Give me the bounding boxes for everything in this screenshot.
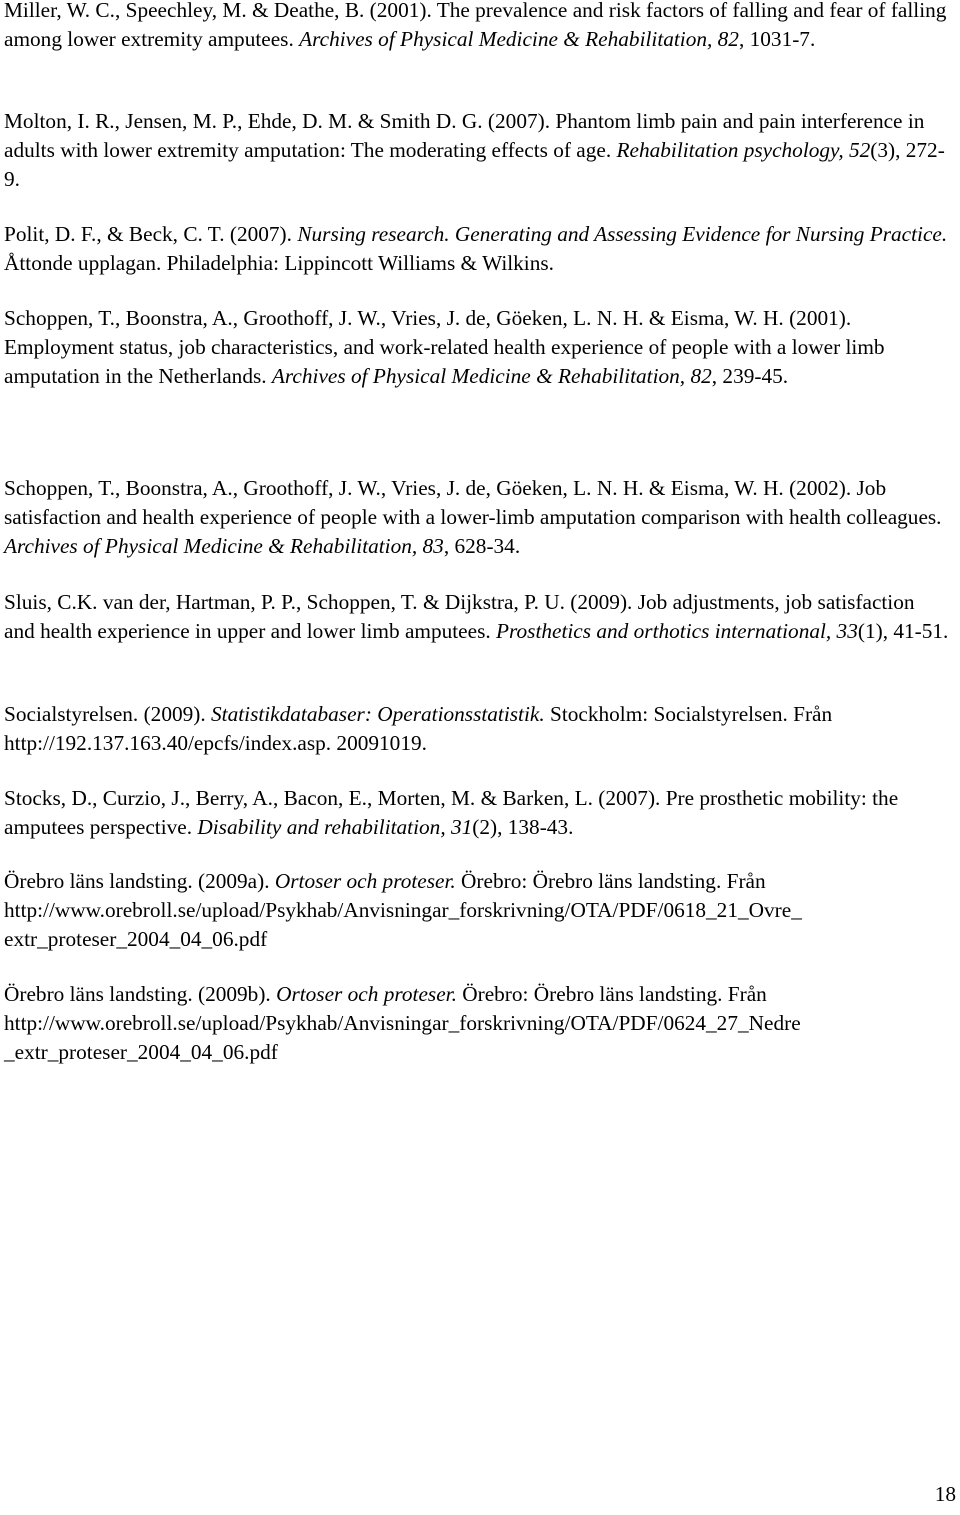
reference-text: Schoppen, T., Boonstra, A., Groothoff, J. W., Vries, J. de, Göeken, L. N. H. & Eisma, W. H. (2002). Job satisfaction and health experience of people with a lower-limb amputation comparison with health colleagues. xyxy=(4,476,942,529)
reference-text: Miller, W. C., Speechley, M. & Deathe, B. (2001). The prevalence and risk factors of falling and fear of falling among lower extremity amputees. xyxy=(4,0,947,51)
reference-pages: Örebro: Örebro läns landsting. Från http://www.orebroll.se/upload/Psykhab/Anvisningar_forskrivning/OTA/PDF/0624_27_Nedre _extr_proteser_2004_04_06.pdf xyxy=(4,982,801,1064)
reference-entry xyxy=(4,700,949,758)
reference-entry xyxy=(4,474,949,561)
reference-entry xyxy=(4,107,949,194)
reference-entry xyxy=(4,0,949,54)
reference-pages: Örebro: Örebro läns landsting. Från http://www.orebroll.se/upload/Psykhab/Anvisningar_forskrivning/OTA/PDF/0618_21_Ovre_ extr_proteser_2004_04_06.pdf xyxy=(4,869,802,951)
reference-source: Ortoser och proteser. xyxy=(274,869,456,893)
reference-text: Molton, I. R., Jensen, M. P., Ehde, D. M. & Smith D. G. (2007). Phantom limb pain and pain interference in adults with lower extremity amputation: The moderating effects of age. xyxy=(4,109,925,162)
reference-entry xyxy=(4,220,949,278)
reference-text: Örebro läns landsting. (2009a). xyxy=(4,869,275,893)
reference-source: Archives of Physical Medicine & Rehabilitation, 82 xyxy=(299,26,739,51)
reference-entry xyxy=(4,784,949,842)
reference-source: Archives of Physical Medicine & Rehabilitation, 83 xyxy=(4,533,444,558)
reference-entry xyxy=(4,867,949,954)
reference-text: Stocks, D., Curzio, J., Berry, A., Bacon, E., Morten, M. & Barken, L. (2007). Pre prosthetic mobility: the amputees perspective. xyxy=(4,786,899,839)
reference-pages: , 1031-7. xyxy=(738,26,816,51)
reference-pages: , 628-34. xyxy=(443,533,521,558)
reference-entry xyxy=(4,588,949,646)
reference-entry xyxy=(4,980,949,1067)
reference-pages: (1), 41-51. xyxy=(857,618,949,643)
reference-text: Polit, D. F., & Beck, C. T. (2007). xyxy=(4,222,298,246)
reference-pages: (3), 272-9. xyxy=(4,137,945,191)
reference-text: Socialstyrelsen. (2009). xyxy=(4,702,212,726)
reference-source: Prosthetics and orthotics international, 33 xyxy=(496,618,858,643)
reference-pages: Stockholm: Socialstyrelsen. Från http://192.137.163.40/epcfs/index.asp. 20091019. xyxy=(4,702,833,755)
reference-source: Disability and rehabilitation, 31 xyxy=(197,814,473,839)
reference-pages: Åttonde upplagan. Philadelphia: Lippincott Williams & Wilkins. xyxy=(4,250,554,275)
page-number: 18 xyxy=(934,1482,956,1506)
reference-text: Sluis, C.K. van der, Hartman, P. P., Schoppen, T. & Dijkstra, P. U. (2009). Job adjustments, job satisfaction and health experience in upper and lower limb amputees. xyxy=(4,590,915,643)
reference-pages: , 239-45. xyxy=(711,363,789,388)
reference-source: Archives of Physical Medicine & Rehabilitation, 82 xyxy=(271,363,712,388)
reference-source: Ortoser och proteser. xyxy=(276,982,457,1006)
reference-source: Nursing research. Generating and Assessing Evidence for Nursing Practice. xyxy=(297,222,948,246)
reference-entry xyxy=(4,304,949,391)
reference-text: Schoppen, T., Boonstra, A., Groothoff, J. W., Vries, J. de, Göeken, L. N. H. & Eisma, W. H. (2001). Employment status, job characteristics, and work-related health experience of people with a lower limb amputation in the Netherlands. xyxy=(4,306,885,388)
reference-pages: (2), 138-43. xyxy=(472,814,574,839)
reference-source: Statistikdatabaser: Operationsstatistik. xyxy=(211,702,545,726)
reference-source: Rehabilitation psychology, 52 xyxy=(616,137,871,162)
reference-text: Örebro läns landsting. (2009b). xyxy=(4,982,277,1006)
